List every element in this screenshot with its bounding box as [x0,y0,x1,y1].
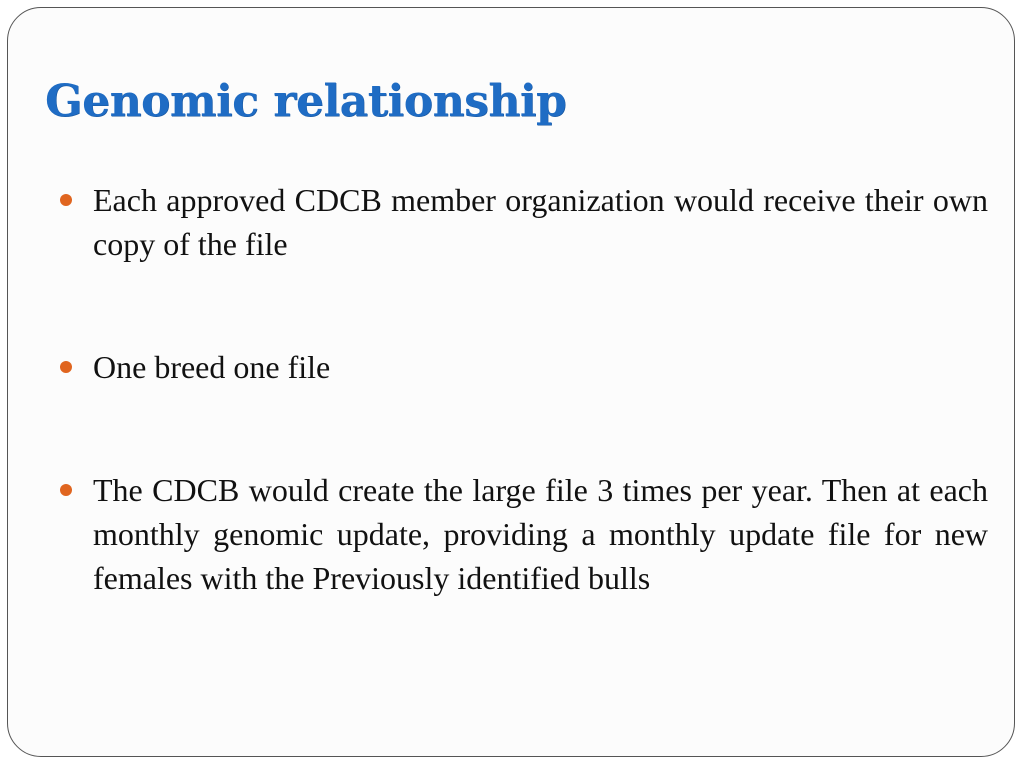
bullet-item [60,178,988,266]
bullet-dot-icon [60,361,72,373]
bullet-item [60,345,988,389]
bullet-text: Each approved CDCB member organization would receive their own copy of the file [93,182,988,262]
slide-frame [7,7,1015,757]
bullet-text: One breed one file [93,349,331,385]
bullet-dot-icon [60,484,72,496]
bullet-dot-icon [60,194,72,206]
slide-title: Genomic relationship [45,76,567,127]
bullet-list [60,178,988,600]
bullet-item [60,468,988,600]
bullet-text: The CDCB would create the large file 3 times per year. Then at each monthly genomic update, providing a monthly update file for new females with the Previously identified bulls [93,472,988,596]
